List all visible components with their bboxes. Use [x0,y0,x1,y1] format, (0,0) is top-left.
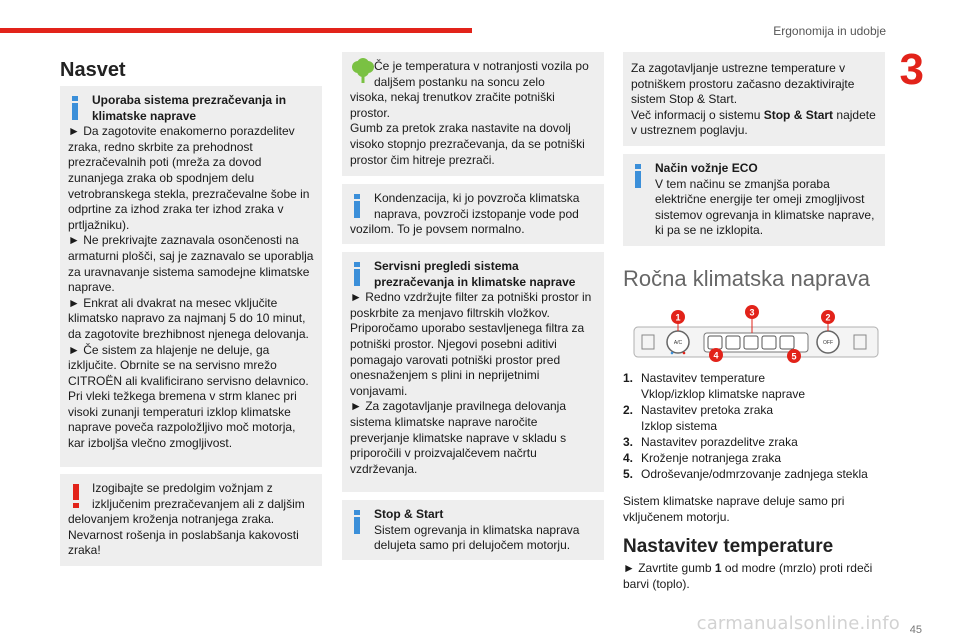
info-box-eco-mode [623,154,885,246]
list-item [623,450,885,466]
list-item-number: 5. [623,467,634,481]
ac-control-panel-diagram [632,305,880,365]
box-text-b: najdete v ustreznem poglavju. [631,107,876,138]
info-box-title: Servisni pregledi sistema prezračevanja in klimatske naprave [374,259,576,289]
instruction-pre: ► Zavrtite gumb [623,561,715,576]
info-icon [352,510,362,534]
svg-text:3: 3 [749,307,755,318]
instruction-post: od modre (mrzlo) proti rdeči barvi (toplo). [623,561,873,591]
box-text-a: Za zagotavljanje ustrezne temperature v potniškem prostoru začasno dezaktivirajte sistem Stop & Start. Več informacij o sistemu [631,61,855,122]
warning-box-text-first: Izogibajte se predolgim vožnjam z izključenim prezračevanjem ali z daljšim [92,481,305,511]
box-text-bold: Stop & Start [763,107,834,122]
list-item-label: Nastavitev temperature [641,371,766,385]
subheading-temperature: Nastavitev temperature [623,536,834,558]
instruction-turn-knob [623,561,885,592]
callout-5 [787,349,801,363]
list-item-label: Nastavitev pretoka zraka [641,403,774,417]
list-item [623,370,885,386]
svg-text:1: 1 [675,312,681,323]
eco-box-heat [342,52,604,176]
eco-leaf-icon [350,58,376,84]
list-item [623,466,885,482]
warning-icon [72,484,80,508]
list-item [623,434,885,450]
info-box-condensation [342,184,604,244]
watermark: carmanualsonline.info [696,613,900,634]
info-box-text: ► Da zagotovite enakomerno porazdelitev zraka, redno skrbite za prehodnost prezračevalnih poti (mreža za dovod zunanjega zraka ob spodnjem delu vetrobranskega stekla, prezračevalne šobe in odprtine za izhod zraka ter izhod zraka v prtljažniku). ► Ne prekrivajte zaznavala osončenosti na armaturni plošči, saj je zaznavalo se uporablja za uravnavanje sistema samodejne klimatske naprave. ► Enkrat ali dvakrat na mesec vključite klimatsko napravo za najmanj 5 do 10 minut, da zagotovite brezhibnost njenega delovanja. ► Če sistem za hlajenje ne deluje, ga izključite. Obrnite se na servisno mrežo CITROËN ali kvalificirano servisno delavnico. Pri vleki težkega bremena v strm klanec pri visoki zunanji temperaturi izklop klimatske naprave poveča razpoložljivo moč motorja, kar izboljša vlečno zmogljivost. [68,124,314,451]
svg-text:5: 5 [791,351,797,362]
list-item-label: Kroženje notranjega zraka [641,451,782,465]
list-item-number: 2. [623,403,634,417]
knob-off-label: OFF [823,340,833,346]
svg-text:4: 4 [713,350,719,361]
knob-ac-label: A/C [673,340,683,346]
info-box-text-first: Kondenzacija, ki jo povzroča klimatska naprava, povzroči izstopanje vode pod [374,191,580,221]
warning-box-text-rest: delovanjem kroženja notranjega zraka. Nevarnost rošenja in poslabšanja kakovosti zraka! [68,512,299,558]
list-item-number: 3. [623,435,634,449]
list-item [623,402,885,418]
list-item-number: 4. [623,451,634,465]
info-box-text: Sistem ogrevanja in klimatska naprava delujeta samo pri delujočem motorju. [374,522,580,553]
info-icon [352,194,362,218]
info-box-ventilation [60,86,322,467]
info-box-title: Stop & Start [374,507,444,521]
list-item-number: 1. [623,371,634,385]
list-item-label: Nastavitev porazdelitve zraka [641,435,798,449]
list-item-sub: Vklop/izklop klimatske naprave [641,387,806,401]
info-box-text-rest: vozilom. To je povsem normalno. [350,222,525,237]
info-box-stop-start [342,500,604,560]
info-icon [70,96,80,120]
chapter-number: 3 [899,45,924,94]
info-box-title: Uporaba sistema prezračevanja in klimatske naprave [92,93,287,123]
instruction-num: 1 [714,561,722,576]
note-engine-running: Sistem klimatske naprave deluje samo pri vključenem motorju. [623,494,845,524]
running-title: Ergonomija in udobje [773,24,886,38]
svg-text:2: 2 [825,312,831,323]
section-heading-manual-ac: Ročna klimatska naprava [623,266,871,291]
info-box-text-body: V tem načinu se zmanjša poraba električne energije ter omeji zmogljivost sistemov ogrevanja in klimatske naprave, ki pa se ne izklopita. [655,176,875,238]
info-box-servicing [342,252,604,492]
warning-box-recirculation [60,474,322,566]
text-box-stop-start-advice [623,52,885,146]
section-heading-nasvet: Nasvet [60,59,126,81]
list-item-sub: Izklop sistema [641,419,718,433]
list-item-label: Odroševanje/odmrzovanje zadnjega stekla [641,467,868,481]
eco-box-text-first: Če je temperatura v notranjosti vozila po daljšem postanku na soncu zelo [374,59,589,89]
info-box-text: ► Redno vzdržujte filter za potniški prostor in poskrbite za menjavo filtrskih vložkov. Priporočamo uporabo sestavljenega filtra za potniški prostor. Njegovi posebni aditivi pomagajo varovati potniški prostor pred onesnaženjem s plini in neprijetnimi vonjavami. ► Za zagotavljanje pravilnega delovanja sistema klimatske naprave naročite preverjanje klimatske naprave v skladu s priporočili v proizvajalčevem načrtu vzdrževanja. [350,290,592,476]
page-number: 45 [909,624,922,636]
info-box-text [631,177,877,239]
box-text [631,61,877,139]
header-accent-bar [0,28,472,33]
eco-box-text-rest: visoka, nekaj trenutkov zračite potniški prostor. Gumb za pretok zraka nastavite na dovolj visoko stopnjo prezračevanja, da se potniški prostor čim hitreje prezrači. [350,90,585,167]
info-box-title: Način vožnje ECO [655,161,758,175]
control-legend-list [623,370,885,592]
info-icon [633,164,643,188]
info-icon [352,262,362,286]
callout-4 [709,348,723,362]
